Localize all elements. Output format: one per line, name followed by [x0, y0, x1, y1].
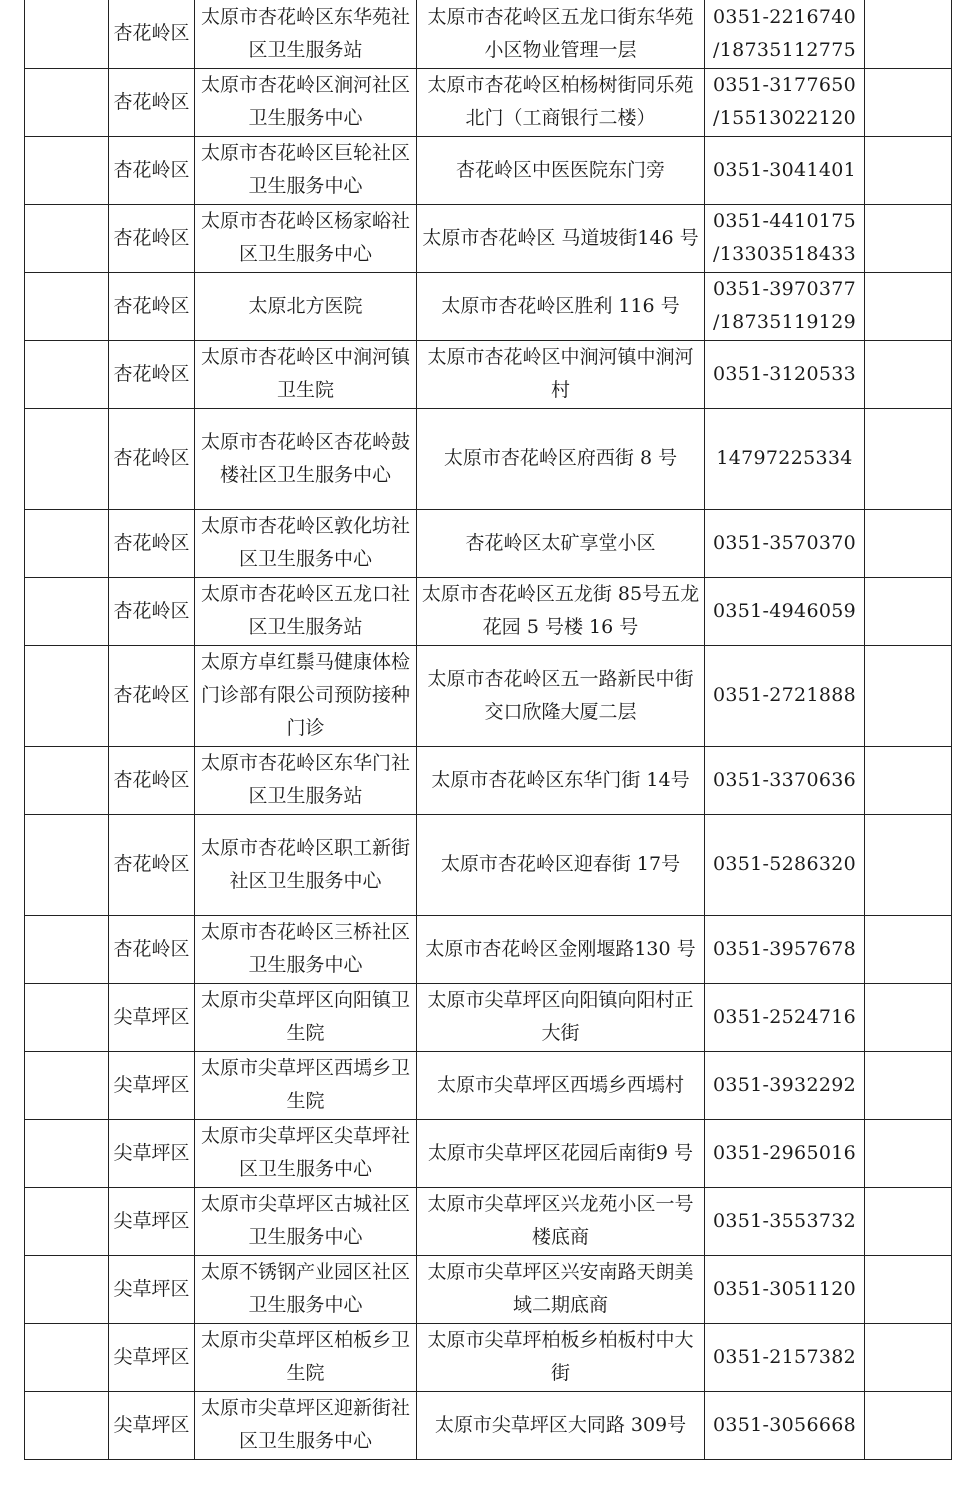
area-cell: 杏花岭区 — [109, 509, 195, 577]
blank-cell — [865, 1255, 952, 1323]
address-cell: 太原市杏花岭区五龙街 85号五龙花园 5 号楼 16 号 — [417, 577, 705, 645]
address-cell: 太原市杏花岭区中涧河镇中涧河村 — [417, 340, 705, 408]
blank-cell — [865, 577, 952, 645]
blank-cell — [25, 68, 109, 136]
name-cell: 太原方卓红鬃马健康体检门诊部有限公司预防接种门诊 — [195, 645, 417, 746]
table-row — [25, 340, 952, 408]
address-cell: 太原市尖草坪区花园后南街9 号 — [417, 1119, 705, 1187]
name-cell: 太原市杏花岭区东华门社区卫生服务站 — [195, 746, 417, 814]
area-cell: 杏花岭区 — [109, 272, 195, 340]
table-row — [25, 0, 952, 68]
address-cell: 太原市尖草坪区西墕乡西墕村 — [417, 1051, 705, 1119]
phone-cell: 0351-2157382 — [705, 1323, 865, 1391]
blank-cell — [25, 1255, 109, 1323]
phone-cell: 0351-3932292 — [705, 1051, 865, 1119]
name-cell: 太原市杏花岭区职工新街社区卫生服务中心 — [195, 814, 417, 915]
blank-cell — [865, 915, 952, 983]
phone-cell: 0351-3370636 — [705, 746, 865, 814]
address-cell: 太原市杏花岭区金刚堰路130 号 — [417, 915, 705, 983]
address-cell: 太原市尖草坪区兴安南路天朗美域二期底商 — [417, 1255, 705, 1323]
blank-cell — [25, 136, 109, 204]
blank-cell — [25, 1391, 109, 1459]
blank-cell — [25, 204, 109, 272]
phone-cell: 0351-3051120 — [705, 1255, 865, 1323]
blank-cell — [25, 645, 109, 746]
address-cell: 杏花岭区中医医院东门旁 — [417, 136, 705, 204]
table-row — [25, 915, 952, 983]
blank-cell — [25, 983, 109, 1051]
area-cell: 杏花岭区 — [109, 136, 195, 204]
blank-cell — [25, 915, 109, 983]
phone-cell: 0351-5286320 — [705, 814, 865, 915]
name-cell: 太原市尖草坪区向阳镇卫生院 — [195, 983, 417, 1051]
name-cell: 太原市杏花岭区涧河社区卫生服务中心 — [195, 68, 417, 136]
blank-cell — [865, 340, 952, 408]
table-row — [25, 408, 952, 509]
table-row — [25, 272, 952, 340]
blank-cell — [25, 340, 109, 408]
address-cell: 太原市尖草坪区向阳镇向阳村正大街 — [417, 983, 705, 1051]
area-cell: 杏花岭区 — [109, 645, 195, 746]
address-cell: 太原市尖草坪柏板乡柏板村中大街 — [417, 1323, 705, 1391]
address-cell: 太原市尖草坪区大同路 309号 — [417, 1391, 705, 1459]
phone-cell: 0351-3957678 — [705, 915, 865, 983]
name-cell: 太原市尖草坪区古城社区卫生服务中心 — [195, 1187, 417, 1255]
area-cell: 尖草坪区 — [109, 1323, 195, 1391]
area-cell: 尖草坪区 — [109, 1119, 195, 1187]
blank-cell — [25, 814, 109, 915]
blank-cell — [865, 983, 952, 1051]
name-cell: 太原市杏花岭区东华苑社区卫生服务站 — [195, 0, 417, 68]
phone-cell: 0351-3056668 — [705, 1391, 865, 1459]
blank-cell — [25, 1119, 109, 1187]
area-cell: 杏花岭区 — [109, 577, 195, 645]
phone-cell: 0351-2524716 — [705, 983, 865, 1051]
area-cell: 尖草坪区 — [109, 1391, 195, 1459]
blank-cell — [865, 0, 952, 68]
blank-cell — [25, 408, 109, 509]
table-row — [25, 204, 952, 272]
address-cell: 太原市杏花岭区五龙口街东华苑小区物业管理一层 — [417, 0, 705, 68]
area-cell: 杏花岭区 — [109, 0, 195, 68]
phone-cell: 0351-3120533 — [705, 340, 865, 408]
table-row — [25, 1119, 952, 1187]
name-cell: 太原市杏花岭区敦化坊社区卫生服务中心 — [195, 509, 417, 577]
blank-cell — [865, 814, 952, 915]
name-cell: 太原市杏花岭区五龙口社区卫生服务站 — [195, 577, 417, 645]
phone-cell: 0351-4410175 /13303518433 — [705, 204, 865, 272]
area-cell: 尖草坪区 — [109, 1187, 195, 1255]
blank-cell — [865, 1119, 952, 1187]
table-row — [25, 814, 952, 915]
name-cell: 太原市杏花岭区中涧河镇卫生院 — [195, 340, 417, 408]
name-cell: 太原市尖草坪区尖草坪社区卫生服务中心 — [195, 1119, 417, 1187]
blank-cell — [865, 1323, 952, 1391]
area-cell: 尖草坪区 — [109, 1051, 195, 1119]
address-cell: 杏花岭区太矿享堂小区 — [417, 509, 705, 577]
address-cell: 太原市杏花岭区迎春街 17号 — [417, 814, 705, 915]
blank-cell — [865, 1051, 952, 1119]
blank-cell — [865, 204, 952, 272]
blank-cell — [25, 746, 109, 814]
phone-cell: 0351-3570370 — [705, 509, 865, 577]
address-cell: 太原市杏花岭区府西街 8 号 — [417, 408, 705, 509]
area-cell: 尖草坪区 — [109, 983, 195, 1051]
area-cell: 杏花岭区 — [109, 68, 195, 136]
address-cell: 太原市杏花岭区五一路新民中街交口欣隆大厦二层 — [417, 645, 705, 746]
table-row — [25, 577, 952, 645]
blank-cell — [865, 746, 952, 814]
table-row — [25, 1051, 952, 1119]
phone-cell: 0351-3177650 /15513022120 — [705, 68, 865, 136]
blank-cell — [865, 272, 952, 340]
phone-cell: 0351-2721888 — [705, 645, 865, 746]
phone-cell: 0351-4946059 — [705, 577, 865, 645]
table-row — [25, 136, 952, 204]
blank-cell — [865, 509, 952, 577]
name-cell: 太原市尖草坪区柏板乡卫生院 — [195, 1323, 417, 1391]
phone-cell: 0351-3553732 — [705, 1187, 865, 1255]
table-row — [25, 509, 952, 577]
blank-cell — [25, 1051, 109, 1119]
table-row — [25, 1255, 952, 1323]
name-cell: 太原市杏花岭区杨家峪社区卫生服务中心 — [195, 204, 417, 272]
address-cell: 太原市杏花岭区胜利 116 号 — [417, 272, 705, 340]
area-cell: 尖草坪区 — [109, 1255, 195, 1323]
name-cell: 太原不锈钢产业园区社区卫生服务中心 — [195, 1255, 417, 1323]
blank-cell — [865, 408, 952, 509]
name-cell: 太原市杏花岭区杏花岭鼓楼社区卫生服务中心 — [195, 408, 417, 509]
blank-cell — [25, 1323, 109, 1391]
blank-cell — [865, 68, 952, 136]
table-row — [25, 1323, 952, 1391]
phone-cell: 0351-3041401 — [705, 136, 865, 204]
area-cell: 杏花岭区 — [109, 408, 195, 509]
phone-cell: 0351-2965016 — [705, 1119, 865, 1187]
area-cell: 杏花岭区 — [109, 340, 195, 408]
blank-cell — [25, 509, 109, 577]
name-cell: 太原市尖草坪区西墕乡卫生院 — [195, 1051, 417, 1119]
table-row — [25, 645, 952, 746]
address-cell: 太原市杏花岭区东华门街 14号 — [417, 746, 705, 814]
area-cell: 杏花岭区 — [109, 746, 195, 814]
address-cell: 太原市尖草坪区兴龙苑小区一号楼底商 — [417, 1187, 705, 1255]
address-cell: 太原市杏花岭区柏杨树街同乐苑北门（工商银行二楼） — [417, 68, 705, 136]
area-cell: 杏花岭区 — [109, 915, 195, 983]
area-cell: 杏花岭区 — [109, 204, 195, 272]
area-cell: 杏花岭区 — [109, 814, 195, 915]
name-cell: 太原市杏花岭区巨轮社区卫生服务中心 — [195, 136, 417, 204]
blank-cell — [865, 645, 952, 746]
blank-cell — [865, 1187, 952, 1255]
table-row — [25, 68, 952, 136]
address-cell: 太原市杏花岭区 马道坡街146 号 — [417, 204, 705, 272]
phone-cell: 0351-2216740 /18735112775 — [705, 0, 865, 68]
blank-cell — [865, 136, 952, 204]
phone-cell: 0351-3970377 /18735119129 — [705, 272, 865, 340]
blank-cell — [865, 1391, 952, 1459]
name-cell: 太原市杏花岭区三桥社区卫生服务中心 — [195, 915, 417, 983]
phone-cell: 14797225334 — [705, 408, 865, 509]
table-row — [25, 1391, 952, 1459]
clinic-table — [24, 0, 952, 1460]
table-row — [25, 746, 952, 814]
blank-cell — [25, 272, 109, 340]
name-cell: 太原市尖草坪区迎新街社区卫生服务中心 — [195, 1391, 417, 1459]
name-cell: 太原北方医院 — [195, 272, 417, 340]
blank-cell — [25, 577, 109, 645]
table-row — [25, 1187, 952, 1255]
blank-cell — [25, 1187, 109, 1255]
blank-cell — [25, 0, 109, 68]
table-row — [25, 983, 952, 1051]
